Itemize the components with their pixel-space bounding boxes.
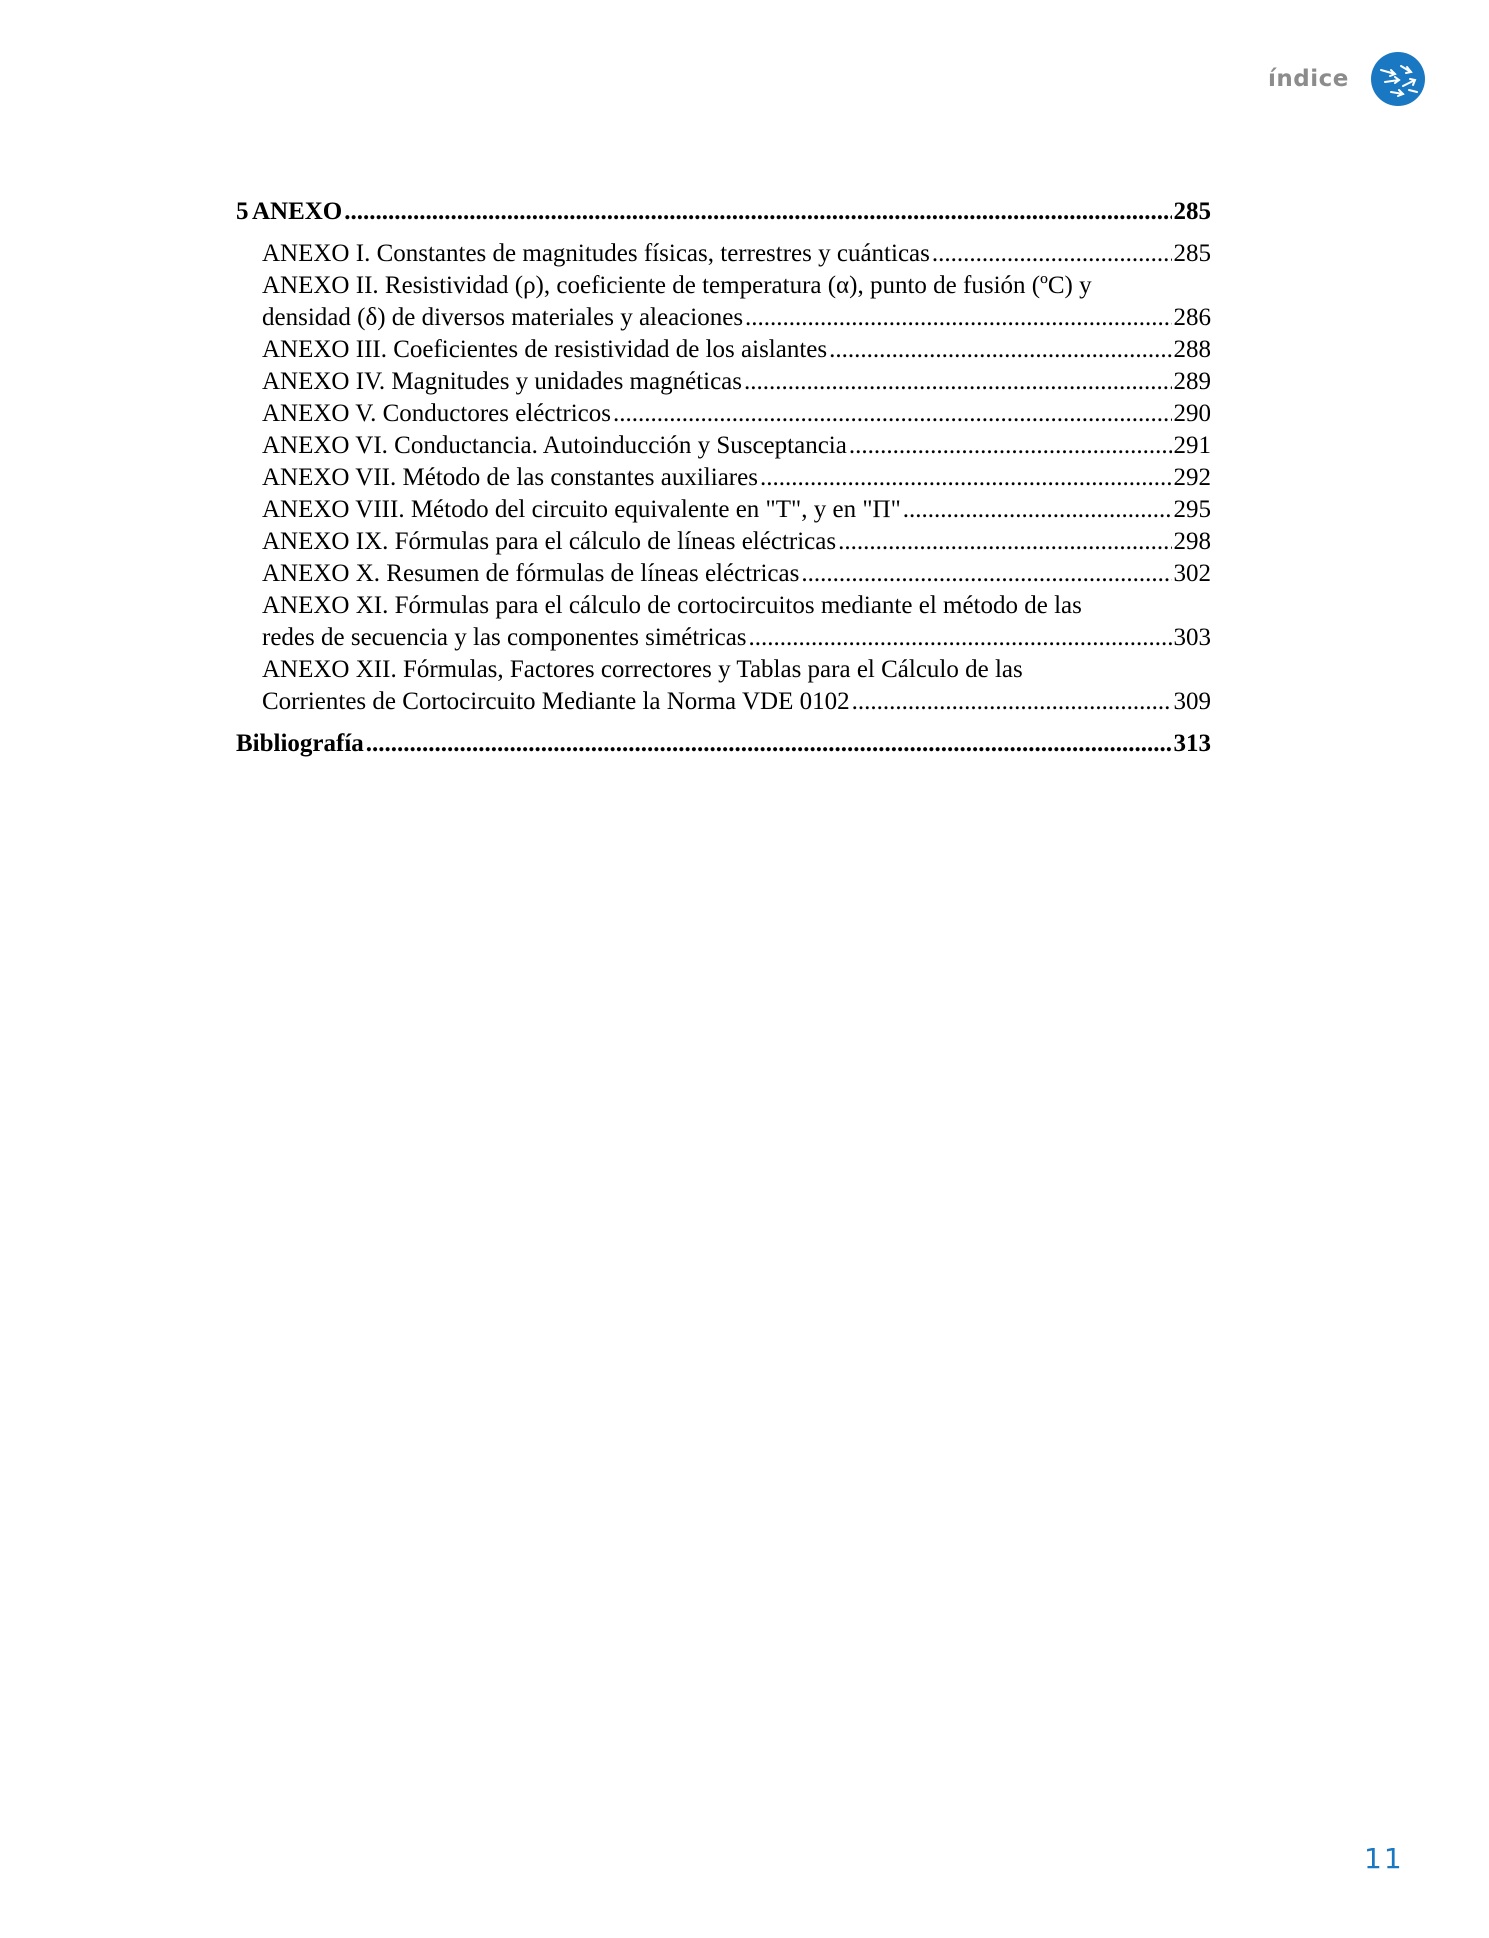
- toc-item-page: 291: [1173, 432, 1211, 459]
- toc-section-annex[interactable]: [236, 196, 1211, 228]
- toc-item-page: 302: [1173, 560, 1211, 587]
- toc-item-title: ANEXO X. Resumen de fórmulas de líneas eléctricas: [262, 560, 800, 587]
- toc-item-title: ANEXO VII. Método de las constantes auxiliares: [262, 464, 758, 491]
- toc-item-title: ANEXO VIII. Método del circuito equivalente en "T", y en "Π": [262, 496, 901, 523]
- toc-item[interactable]: [236, 526, 1211, 558]
- leader-dots: [745, 302, 1171, 334]
- toc-item-page: 298: [1173, 528, 1211, 555]
- toc-item[interactable]: [236, 366, 1211, 398]
- leader-dots: [903, 494, 1172, 526]
- toc-item-page: 295: [1173, 496, 1211, 523]
- toc-item-title: ANEXO IX. Fórmulas para el cálculo de líneas eléctricas: [262, 528, 837, 555]
- toc-item-page: 285: [1173, 240, 1211, 267]
- section-title: ANEXO: [251, 198, 343, 225]
- leader-dots: [829, 334, 1171, 366]
- leader-dots: [366, 728, 1172, 760]
- toc-item-page: 292: [1173, 464, 1211, 491]
- table-of-contents: [236, 196, 1211, 760]
- toc-item[interactable]: [236, 398, 1211, 430]
- toc-item-title: Corrientes de Cortocircuito Mediante la Norma VDE 0102: [262, 688, 850, 715]
- toc-item[interactable]: [236, 494, 1211, 526]
- toc-item[interactable]: [236, 622, 1211, 654]
- toc-item-title: redes de secuencia y las componentes simétricas: [262, 624, 747, 651]
- bibliography-page: 313: [1173, 730, 1211, 757]
- compass-arrows-icon: [1371, 52, 1425, 106]
- toc-item[interactable]: [236, 302, 1211, 334]
- toc-item-page: 303: [1173, 624, 1211, 651]
- toc-bibliography[interactable]: [236, 728, 1211, 760]
- annex-list: [236, 238, 1211, 718]
- leader-dots: [613, 398, 1171, 430]
- toc-item-title: ANEXO IV. Magnitudes y unidades magnéticas: [262, 368, 743, 395]
- leader-dots: [749, 622, 1172, 654]
- leader-dots: [801, 558, 1171, 590]
- index-label: índice: [1268, 66, 1349, 92]
- section-page: 285: [1173, 198, 1211, 225]
- toc-item-title: ANEXO III. Coeficientes de resistividad de los aislantes: [262, 336, 828, 363]
- toc-item-title: ANEXO V. Conductores eléctricos: [262, 400, 612, 427]
- leader-dots: [932, 238, 1172, 270]
- toc-item-title: densidad (δ) de diversos materiales y aleaciones: [262, 304, 744, 331]
- toc-item-page: 286: [1173, 304, 1211, 331]
- leader-dots: [838, 526, 1171, 558]
- leader-dots: [849, 430, 1172, 462]
- toc-item-page: 288: [1173, 336, 1211, 363]
- toc-item[interactable]: [236, 430, 1211, 462]
- leader-dots: [760, 462, 1172, 494]
- index-link[interactable]: [1268, 52, 1425, 106]
- toc-item-title: ANEXO I. Constantes de magnitudes físicas, terrestres y cuánticas: [262, 240, 930, 267]
- section-number: 5: [236, 198, 249, 225]
- leader-dots: [852, 686, 1172, 718]
- toc-item[interactable]: [236, 686, 1211, 718]
- leader-dots: [744, 366, 1171, 398]
- leader-dots: [344, 196, 1171, 228]
- toc-item-line[interactable]: ANEXO XII. Fórmulas, Factores correctores y Tablas para el Cálculo de las: [262, 656, 1023, 683]
- toc-item-line[interactable]: ANEXO II. Resistividad (ρ), coeficiente de temperatura (α), punto de fusión (ºC) y: [262, 272, 1092, 299]
- page-number: 11: [1364, 1842, 1404, 1875]
- toc-item[interactable]: [236, 238, 1211, 270]
- toc-item-title: ANEXO VI. Conductancia. Autoinducción y Susceptancia: [262, 432, 847, 459]
- bibliography-title: Bibliografía: [236, 730, 364, 757]
- toc-item-page: 289: [1173, 368, 1211, 395]
- toc-item-line[interactable]: ANEXO XI. Fórmulas para el cálculo de cortocircuitos mediante el método de las: [262, 592, 1082, 619]
- toc-item-page: 309: [1173, 688, 1211, 715]
- toc-item[interactable]: [236, 558, 1211, 590]
- toc-item[interactable]: [236, 462, 1211, 494]
- toc-item-page: 290: [1173, 400, 1211, 427]
- toc-item[interactable]: [236, 334, 1211, 366]
